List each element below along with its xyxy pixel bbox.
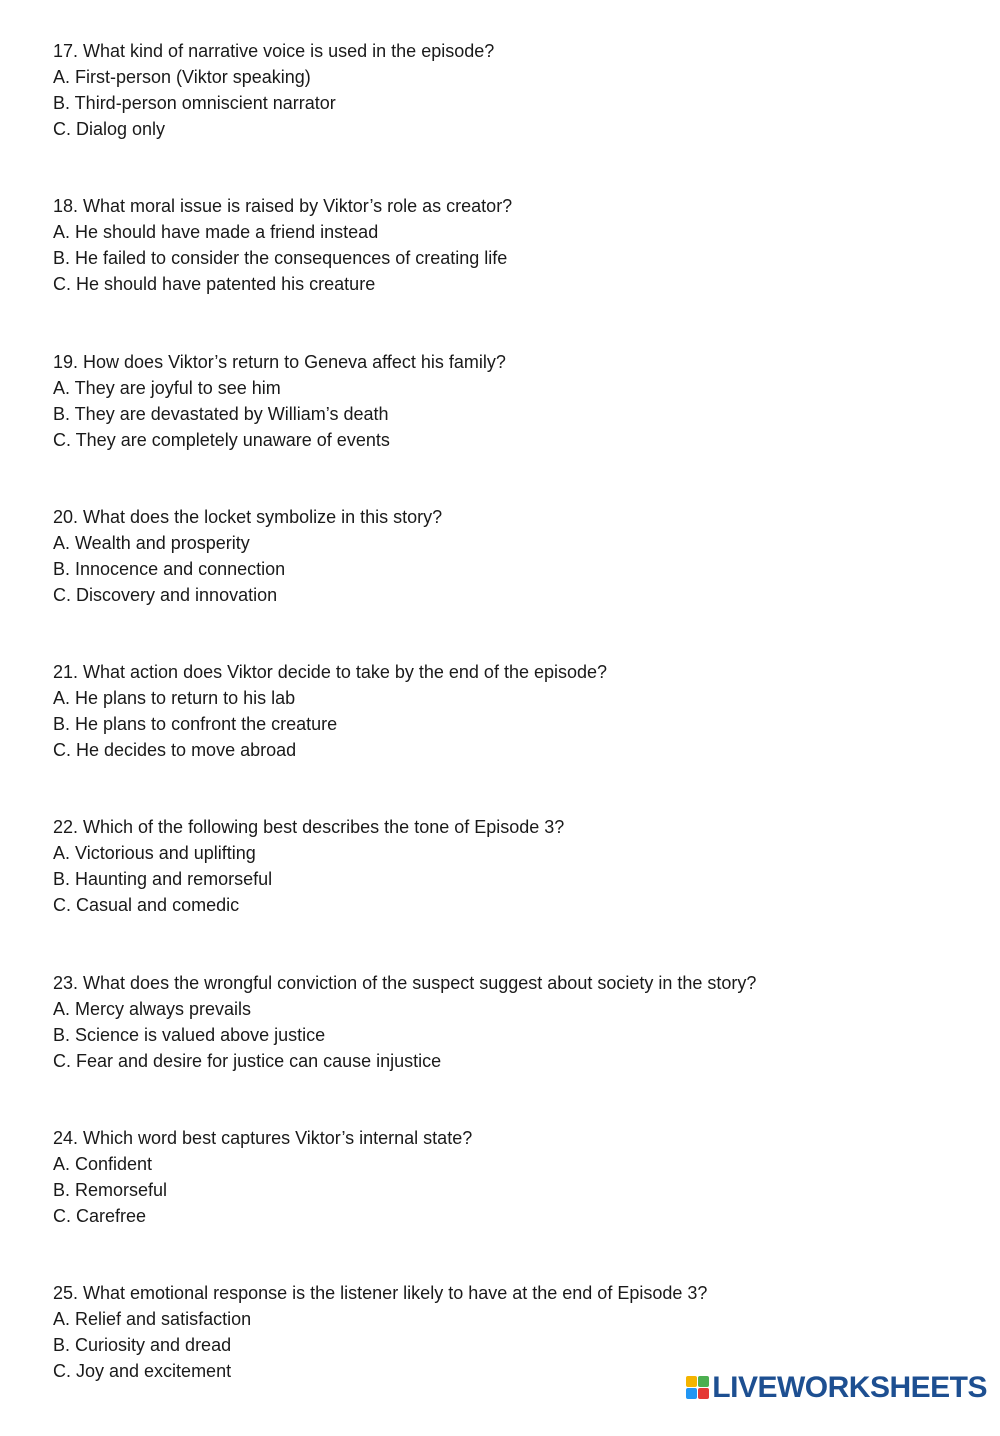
option-c: C. Carefree xyxy=(53,1206,147,1227)
option-c: C. He should have patented his creature xyxy=(53,274,376,295)
liveworksheets-logo[interactable] xyxy=(686,1372,987,1404)
option-b: B. Innocence and connection xyxy=(53,558,286,579)
question-text: 20. What does the locket symbolize in this story? xyxy=(53,506,443,527)
question-text: 23. What does the wrongful conviction of the suspect suggest about society in the story? xyxy=(53,972,757,993)
option-c: C. Fear and desire for justice can cause injustice xyxy=(53,1050,442,1071)
option-a: A. Confident xyxy=(53,1154,153,1175)
question-block xyxy=(53,970,953,1125)
option-b: B. Curiosity and dread xyxy=(53,1335,232,1356)
liveworksheets-logo-text: LIVEWORKSHEETS xyxy=(712,1371,987,1404)
question-text: 18. What moral issue is raised by Viktor’s role as creator? xyxy=(53,196,513,217)
option-a: A. Wealth and prosperity xyxy=(53,532,250,553)
question-block xyxy=(53,193,953,348)
option-b: B. Science is valued above justice xyxy=(53,1024,326,1045)
option-c: C. He decides to move abroad xyxy=(53,740,297,761)
option-b: B. Remorseful xyxy=(53,1180,168,1201)
option-b: B. They are devastated by William’s death xyxy=(53,403,389,424)
option-a: A. They are joyful to see him xyxy=(53,377,281,398)
option-b: B. He failed to consider the consequences of creating life xyxy=(53,248,508,269)
question-block xyxy=(53,38,953,193)
option-a: A. Relief and satisfaction xyxy=(53,1309,252,1330)
question-text: 22. Which of the following best describes the tone of Episode 3? xyxy=(53,817,565,838)
logo-square-red xyxy=(698,1388,709,1399)
liveworksheets-logo-icon xyxy=(686,1376,710,1400)
option-a: A. He plans to return to his lab xyxy=(53,688,296,709)
option-b: B. Haunting and remorseful xyxy=(53,869,273,890)
question-block xyxy=(53,1280,953,1435)
question-text: 25. What emotional response is the listener likely to have at the end of Episode 3? xyxy=(53,1283,708,1304)
option-c: C. Discovery and innovation xyxy=(53,584,278,605)
option-c: C. They are completely unaware of events xyxy=(53,429,390,450)
option-a: A. First-person (Viktor speaking) xyxy=(53,67,311,87)
question-list xyxy=(53,38,953,1436)
question-text: 17. What kind of narrative voice is used in the episode? xyxy=(53,41,495,61)
question-block xyxy=(53,814,953,969)
option-c: C. Joy and excitement xyxy=(53,1361,232,1382)
question-text: 19. How does Viktor’s return to Geneva affect his family? xyxy=(53,351,506,372)
option-a: A. He should have made a friend instead xyxy=(53,222,379,243)
logo-square-yellow xyxy=(686,1376,697,1387)
question-block xyxy=(53,659,953,814)
question-block xyxy=(53,504,953,659)
option-b: B. Third-person omniscient narrator xyxy=(53,93,336,113)
logo-square-blue xyxy=(686,1388,697,1399)
option-a: A. Mercy always prevails xyxy=(53,998,252,1019)
question-block xyxy=(53,349,953,504)
option-c: C. Casual and comedic xyxy=(53,895,240,916)
question-text: 21. What action does Viktor decide to take by the end of the episode? xyxy=(53,662,608,683)
option-a: A. Victorious and uplifting xyxy=(53,843,256,864)
option-c: C. Dialog only xyxy=(53,119,166,139)
question-block xyxy=(53,1125,953,1280)
question-text: 24. Which word best captures Viktor’s internal state? xyxy=(53,1128,473,1149)
logo-square-green xyxy=(698,1376,709,1387)
option-b: B. He plans to confront the creature xyxy=(53,714,338,735)
